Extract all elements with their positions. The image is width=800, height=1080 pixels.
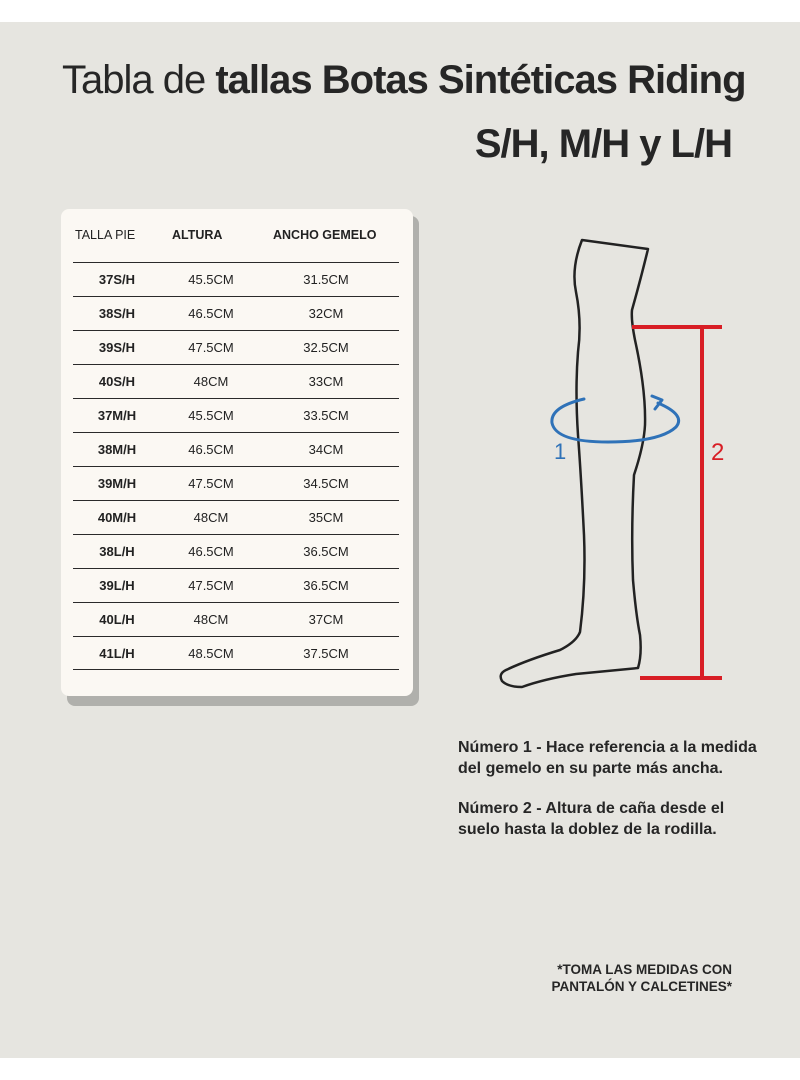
cell-altura: 45.5CM	[188, 272, 234, 287]
cell-talla: 40S/H	[98, 374, 136, 389]
footnote	[472, 961, 732, 995]
table-header	[61, 209, 413, 261]
table-row	[73, 636, 399, 670]
cell-talla: 38M/H	[97, 442, 137, 457]
cell-talla: 39L/H	[99, 578, 135, 593]
table-row	[73, 534, 399, 568]
cell-talla: 39M/H	[97, 476, 137, 491]
cell-altura: 48CM	[193, 374, 229, 389]
cell-ancho: 32CM	[308, 306, 344, 321]
note-1: Número 1 - Hace referencia a la medida del gemelo en su parte más ancha.	[458, 739, 757, 777]
size-table	[61, 209, 413, 696]
table-row	[73, 364, 399, 398]
measurement-notes	[458, 738, 768, 840]
leg-diagram-svg	[480, 230, 770, 700]
cell-ancho: 34CM	[308, 442, 344, 457]
cell-talla: 39S/H	[98, 340, 136, 355]
cell-ancho: 36.5CM	[303, 544, 349, 559]
label-1: 1	[554, 439, 567, 464]
cell-altura: 46.5CM	[188, 442, 234, 457]
cell-ancho: 33.5CM	[303, 408, 349, 423]
title-sizes: S/H, M/H y L/H	[474, 122, 732, 166]
table-row	[73, 602, 399, 636]
header-altura: ALTURA	[172, 228, 223, 242]
table-row	[73, 262, 399, 296]
table-body	[73, 262, 399, 670]
page-title	[62, 58, 762, 103]
table-row	[73, 296, 399, 330]
cell-talla: 40M/H	[97, 510, 137, 525]
cell-ancho: 36.5CM	[303, 578, 349, 593]
header-ancho-gemelo: ANCHO GEMELO	[273, 228, 377, 242]
cell-altura: 47.5CM	[188, 578, 234, 593]
height-measure-icon	[632, 327, 725, 680]
cell-talla: 38L/H	[99, 544, 135, 559]
label-2: 2	[711, 439, 725, 466]
cell-altura: 48CM	[193, 510, 229, 525]
cell-talla: 37M/H	[97, 408, 137, 423]
cell-altura: 48.5CM	[188, 646, 234, 661]
table-row	[73, 432, 399, 466]
footnote-line-1: *TOMA LAS MEDIDAS CON	[557, 962, 732, 977]
cell-talla: 40L/H	[99, 612, 135, 627]
cell-altura: 47.5CM	[188, 340, 234, 355]
cell-ancho: 33CM	[308, 374, 344, 389]
leg-outline-icon	[501, 240, 648, 687]
table-row	[73, 500, 399, 534]
cell-ancho: 37.5CM	[303, 646, 349, 661]
footnote-line-2: PANTALÓN Y CALCETINES*	[551, 979, 732, 994]
note-2: Número 2 - Altura de caña desde el suelo hasta la doblez de la rodilla.	[458, 800, 725, 838]
table-row	[73, 466, 399, 500]
cell-ancho: 31.5CM	[303, 272, 349, 287]
table-row	[73, 398, 399, 432]
cell-altura: 46.5CM	[188, 544, 234, 559]
table-row	[73, 330, 399, 364]
title-product: tallas Botas Sintéticas Riding	[215, 58, 746, 102]
cell-altura: 47.5CM	[188, 476, 234, 491]
cell-ancho: 32.5CM	[303, 340, 349, 355]
cell-altura: 45.5CM	[188, 408, 234, 423]
cell-talla: 41L/H	[99, 646, 135, 661]
title-prefix: Tabla de	[62, 58, 206, 102]
cell-talla: 38S/H	[98, 306, 136, 321]
cell-altura: 46.5CM	[188, 306, 234, 321]
cell-ancho: 35CM	[308, 510, 344, 525]
leg-measurement-diagram	[480, 230, 770, 700]
cell-talla: 37S/H	[98, 272, 136, 287]
header-talla-pie: TALLA PIE	[75, 228, 136, 242]
cell-ancho: 37CM	[308, 612, 344, 627]
cell-altura: 48CM	[193, 612, 229, 627]
cell-ancho: 34.5CM	[303, 476, 349, 491]
table-row	[73, 568, 399, 602]
